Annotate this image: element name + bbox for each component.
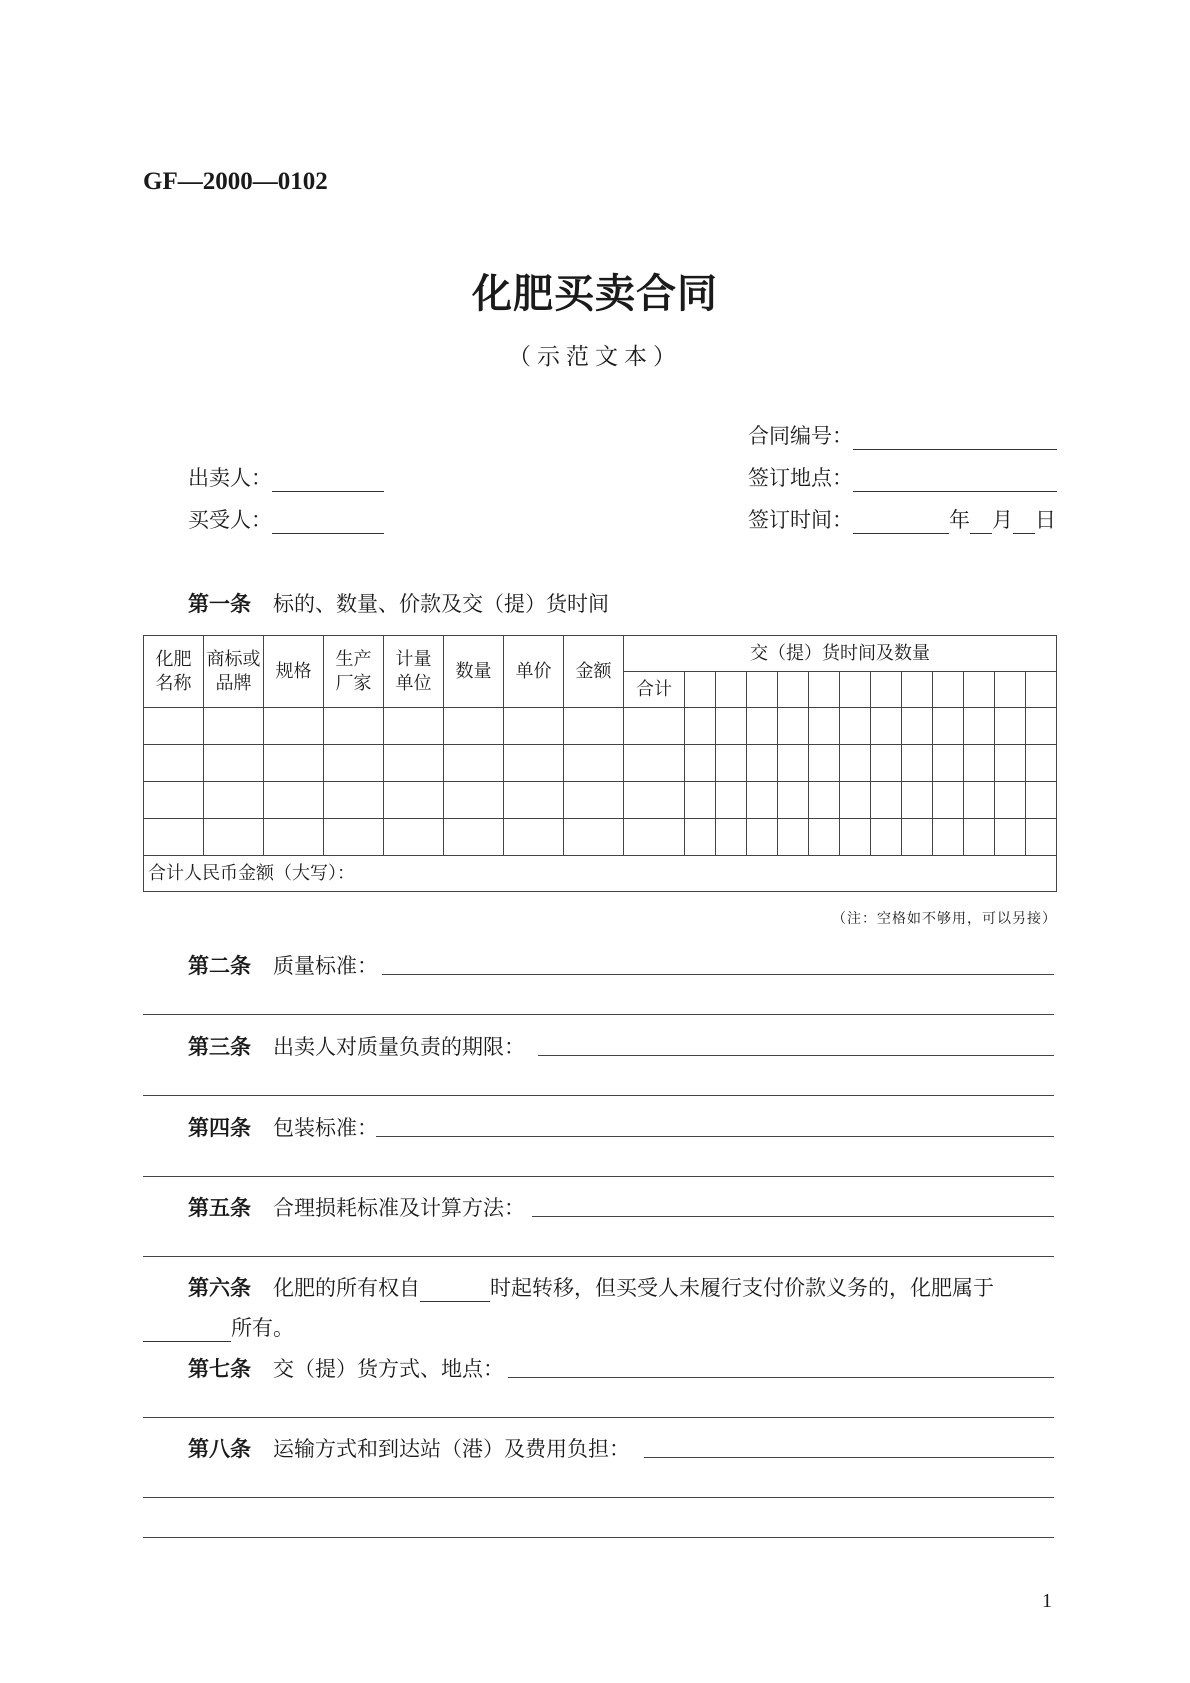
table-cell[interactable] bbox=[716, 782, 747, 819]
table-cell[interactable] bbox=[747, 819, 778, 856]
table-cell[interactable] bbox=[324, 782, 384, 819]
table-cell[interactable] bbox=[964, 708, 995, 745]
table-cell[interactable] bbox=[264, 819, 324, 856]
table-cell[interactable] bbox=[384, 782, 444, 819]
header-manufacturer: 生产 厂家 bbox=[324, 636, 384, 708]
contract-number-field bbox=[748, 420, 1057, 450]
table-cell[interactable] bbox=[964, 782, 995, 819]
header-unit-price: 单价 bbox=[504, 636, 564, 708]
table-cell[interactable] bbox=[995, 819, 1026, 856]
article-3 bbox=[188, 1031, 525, 1061]
table-cell[interactable] bbox=[964, 672, 995, 708]
article-6-text-1: 化肥的所有权自 bbox=[273, 1276, 420, 1300]
table-cell[interactable] bbox=[995, 672, 1026, 708]
article-4-blank[interactable] bbox=[376, 1136, 1054, 1137]
table-cell[interactable] bbox=[840, 782, 871, 819]
header-amount: 金额 bbox=[564, 636, 624, 708]
year-label: 年 bbox=[949, 508, 970, 532]
goods-table bbox=[143, 635, 1057, 892]
table-cell[interactable] bbox=[564, 819, 624, 856]
header-brand: 商标或 品牌 bbox=[204, 636, 264, 708]
table-cell[interactable] bbox=[716, 708, 747, 745]
article-6 bbox=[188, 1272, 994, 1302]
article-6-label: 第六条 bbox=[188, 1275, 251, 1300]
table-cell[interactable] bbox=[809, 819, 840, 856]
table-cell[interactable] bbox=[1026, 708, 1057, 745]
table-cell[interactable] bbox=[384, 708, 444, 745]
article-8-text: 运输方式和到达站（港）及费用负担： bbox=[273, 1437, 630, 1461]
table-cell[interactable] bbox=[840, 745, 871, 782]
table-cell[interactable] bbox=[1026, 672, 1057, 708]
header-fertilizer-name: 化肥 名称 bbox=[144, 636, 204, 708]
article-5-text: 合理损耗标准及计算方法： bbox=[273, 1196, 525, 1220]
table-cell[interactable] bbox=[564, 745, 624, 782]
table-cell[interactable] bbox=[444, 819, 504, 856]
table-cell[interactable] bbox=[747, 672, 778, 708]
table-cell[interactable] bbox=[995, 782, 1026, 819]
table-cell[interactable] bbox=[384, 819, 444, 856]
table-row bbox=[144, 745, 1057, 782]
table-note: （注：空格如不够用，可以另接） bbox=[832, 911, 1057, 927]
sign-time-field bbox=[748, 504, 1056, 534]
page-number: 1 bbox=[1042, 1590, 1052, 1612]
table-cell[interactable] bbox=[933, 708, 964, 745]
table-cell[interactable] bbox=[564, 708, 624, 745]
article-4 bbox=[188, 1112, 378, 1142]
table-cell[interactable] bbox=[444, 782, 504, 819]
article-8-line-2[interactable] bbox=[143, 1497, 1054, 1498]
article-2-text: 质量标准： bbox=[273, 954, 378, 978]
table-cell[interactable] bbox=[902, 708, 933, 745]
table-cell[interactable] bbox=[809, 672, 840, 708]
article-4-line-2[interactable] bbox=[143, 1176, 1054, 1177]
table-cell[interactable] bbox=[902, 782, 933, 819]
header-spec: 规格 bbox=[264, 636, 324, 708]
article-6-cont bbox=[143, 1312, 294, 1342]
table-cell[interactable] bbox=[1026, 782, 1057, 819]
table-cell[interactable] bbox=[204, 782, 264, 819]
article-3-text: 出卖人对质量负责的期限： bbox=[273, 1035, 525, 1059]
table-cell[interactable] bbox=[264, 745, 324, 782]
article-3-line-2[interactable] bbox=[143, 1095, 1054, 1096]
sign-time-label: 签订时间： bbox=[748, 508, 853, 532]
article-7-label: 第七条 bbox=[188, 1356, 251, 1381]
article-6-text-2: 时起转移，但买受人未履行支付价款义务的，化肥属于 bbox=[490, 1276, 994, 1300]
article-3-blank[interactable] bbox=[538, 1055, 1054, 1056]
article-7 bbox=[188, 1353, 504, 1383]
table-cell[interactable] bbox=[1026, 819, 1057, 856]
document-subtitle: （示范文本） bbox=[508, 344, 682, 370]
document-title: 化肥买卖合同 bbox=[472, 270, 718, 317]
seller-field bbox=[188, 462, 384, 492]
article-1-label: 第一条 bbox=[188, 591, 251, 616]
article-1 bbox=[188, 588, 609, 618]
table-cell[interactable] bbox=[504, 819, 564, 856]
article-2 bbox=[188, 950, 378, 980]
table-cell[interactable] bbox=[144, 745, 204, 782]
table-cell[interactable] bbox=[933, 745, 964, 782]
table-cell[interactable] bbox=[685, 782, 716, 819]
article-1-text: 标的、数量、价款及交（提）货时间 bbox=[273, 592, 609, 616]
table-cell[interactable] bbox=[747, 745, 778, 782]
table-cell[interactable] bbox=[444, 745, 504, 782]
table-cell[interactable] bbox=[144, 708, 204, 745]
table-cell[interactable] bbox=[144, 782, 204, 819]
article-5-label: 第五条 bbox=[188, 1195, 251, 1220]
buyer-field bbox=[188, 504, 384, 534]
table-cell[interactable] bbox=[624, 819, 685, 856]
seller-label: 出卖人： bbox=[188, 466, 272, 490]
table-cell[interactable] bbox=[716, 745, 747, 782]
article-3-label: 第三条 bbox=[188, 1034, 251, 1059]
table-cell[interactable] bbox=[933, 819, 964, 856]
table-cell[interactable] bbox=[504, 708, 564, 745]
table-cell[interactable] bbox=[324, 819, 384, 856]
table-cell[interactable] bbox=[995, 708, 1026, 745]
table-cell[interactable] bbox=[624, 782, 685, 819]
contract-number-label: 合同编号： bbox=[748, 424, 853, 448]
table-cell[interactable] bbox=[809, 708, 840, 745]
table-cell[interactable] bbox=[778, 819, 809, 856]
article-8-line-3[interactable] bbox=[143, 1537, 1054, 1538]
header-subtotal: 合计 bbox=[624, 672, 685, 708]
table-row bbox=[144, 708, 1057, 745]
table-cell[interactable] bbox=[685, 708, 716, 745]
article-4-label: 第四条 bbox=[188, 1115, 251, 1140]
header-delivery-time: 交（提）货时间及数量 bbox=[624, 636, 1057, 672]
table-cell[interactable] bbox=[504, 782, 564, 819]
table-cell[interactable] bbox=[840, 708, 871, 745]
buyer-blank[interactable] bbox=[272, 511, 384, 534]
table-cell[interactable] bbox=[964, 745, 995, 782]
table-cell[interactable] bbox=[504, 745, 564, 782]
table-cell[interactable] bbox=[716, 672, 747, 708]
table-cell[interactable] bbox=[778, 708, 809, 745]
table-cell[interactable] bbox=[204, 708, 264, 745]
article-8-label: 第八条 bbox=[188, 1436, 251, 1461]
table-cell[interactable] bbox=[964, 819, 995, 856]
table-cell[interactable] bbox=[871, 672, 902, 708]
table-cell[interactable] bbox=[995, 745, 1026, 782]
table-cell[interactable] bbox=[840, 672, 871, 708]
sign-year-blank[interactable] bbox=[853, 511, 949, 534]
article-8 bbox=[188, 1433, 630, 1463]
header-quantity: 数量 bbox=[444, 636, 504, 708]
article-6-text-3: 所有。 bbox=[231, 1316, 294, 1340]
article-6-blank-2[interactable] bbox=[143, 1319, 231, 1342]
table-cell[interactable] bbox=[778, 672, 809, 708]
table-cell[interactable] bbox=[204, 745, 264, 782]
total-amount-row[interactable]: 合计人民币金额（大写）： bbox=[144, 856, 1057, 892]
table-cell[interactable] bbox=[871, 708, 902, 745]
table-cell[interactable] bbox=[685, 819, 716, 856]
article-4-text: 包装标准： bbox=[273, 1116, 378, 1140]
table-cell[interactable] bbox=[933, 782, 964, 819]
article-7-blank[interactable] bbox=[508, 1377, 1054, 1378]
table-cell[interactable] bbox=[324, 745, 384, 782]
article-2-blank[interactable] bbox=[382, 974, 1054, 975]
article-2-line-2[interactable] bbox=[143, 1014, 1054, 1015]
table-cell[interactable] bbox=[324, 708, 384, 745]
table-cell[interactable] bbox=[933, 672, 964, 708]
table-cell[interactable] bbox=[144, 819, 204, 856]
seller-blank[interactable] bbox=[272, 469, 384, 492]
header-unit: 计量 单位 bbox=[384, 636, 444, 708]
table-cell[interactable] bbox=[1026, 745, 1057, 782]
table-cell[interactable] bbox=[809, 745, 840, 782]
table-cell[interactable] bbox=[624, 745, 685, 782]
article-8-blank[interactable] bbox=[644, 1457, 1054, 1458]
table-cell[interactable] bbox=[778, 745, 809, 782]
buyer-label: 买受人： bbox=[188, 508, 272, 532]
month-label: 月 bbox=[992, 508, 1013, 532]
table-cell[interactable] bbox=[809, 782, 840, 819]
table-cell[interactable] bbox=[778, 782, 809, 819]
table-row bbox=[144, 819, 1057, 856]
table-cell[interactable] bbox=[444, 708, 504, 745]
article-7-text: 交（提）货方式、地点： bbox=[273, 1357, 504, 1381]
sign-day-blank[interactable] bbox=[1013, 511, 1035, 534]
table-cell[interactable] bbox=[871, 819, 902, 856]
table-cell[interactable] bbox=[747, 708, 778, 745]
article-2-label: 第二条 bbox=[188, 953, 251, 978]
article-6-blank-1[interactable] bbox=[420, 1279, 490, 1302]
table-cell[interactable] bbox=[564, 782, 624, 819]
table-cell[interactable] bbox=[871, 745, 902, 782]
document-code: GF—2000—0102 bbox=[143, 168, 328, 195]
article-5-blank[interactable] bbox=[532, 1216, 1054, 1217]
table-cell[interactable] bbox=[264, 708, 324, 745]
table-cell[interactable] bbox=[716, 819, 747, 856]
table-cell[interactable] bbox=[747, 782, 778, 819]
table-cell[interactable] bbox=[685, 672, 716, 708]
contract-number-blank[interactable] bbox=[853, 427, 1057, 450]
table-cell[interactable] bbox=[204, 819, 264, 856]
table-cell[interactable] bbox=[840, 819, 871, 856]
sign-place-label: 签订地点： bbox=[748, 466, 853, 490]
table-cell[interactable] bbox=[871, 782, 902, 819]
sign-place-field bbox=[748, 462, 1057, 492]
article-5 bbox=[188, 1192, 525, 1222]
table-cell[interactable] bbox=[902, 672, 933, 708]
sign-month-blank[interactable] bbox=[970, 511, 992, 534]
table-cell[interactable] bbox=[624, 708, 685, 745]
table-cell[interactable] bbox=[264, 782, 324, 819]
day-label: 日 bbox=[1035, 508, 1056, 532]
table-cell[interactable] bbox=[902, 745, 933, 782]
sign-place-blank[interactable] bbox=[853, 469, 1057, 492]
table-row bbox=[144, 782, 1057, 819]
table-cell[interactable] bbox=[685, 745, 716, 782]
article-5-line-2[interactable] bbox=[143, 1256, 1054, 1257]
article-7-line-2[interactable] bbox=[143, 1417, 1054, 1418]
table-cell[interactable] bbox=[384, 745, 444, 782]
table-cell[interactable] bbox=[902, 819, 933, 856]
